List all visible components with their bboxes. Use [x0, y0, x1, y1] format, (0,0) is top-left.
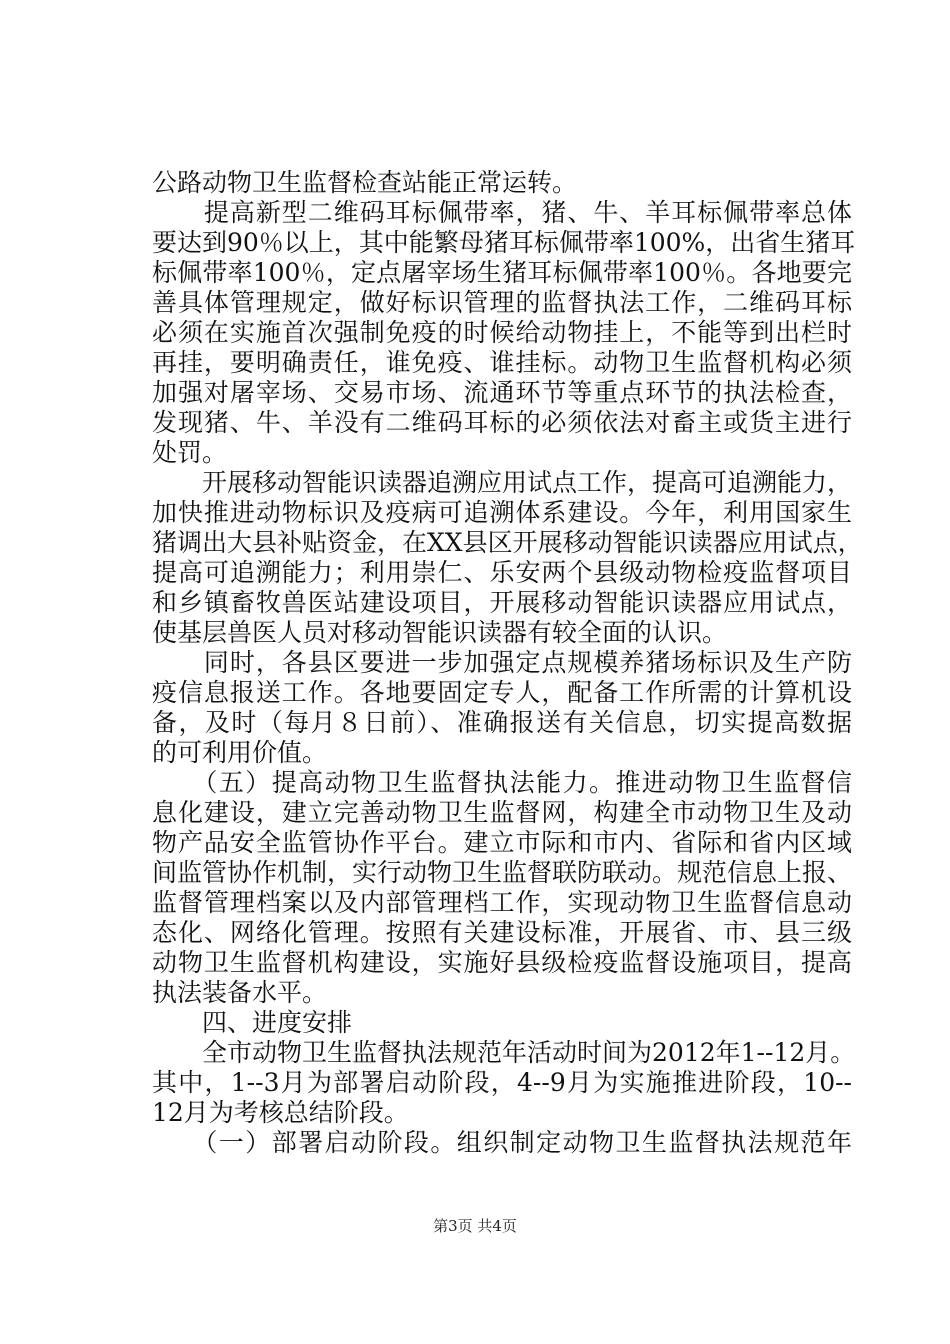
text-line: 加强对屠宰场、交易市场、流通环节等重点环节的执法检查，	[152, 378, 852, 407]
text-line: 物产品安全监管协作平台。建立市际和市内、省际和省内区域	[152, 828, 852, 857]
section-heading: 四、进度安排	[152, 1008, 353, 1037]
document-body	[152, 168, 863, 1158]
text-line: 标佩带率100％，定点屠宰场生猪耳标佩带率100％。各地要完	[152, 258, 852, 287]
text-line: 发现猪、牛、羊没有二维码耳标的必须依法对畜主或货主进行	[152, 408, 852, 437]
text-line: 12月为考核总结阶段。	[152, 1098, 409, 1127]
text-line: 同时，各县区要进一步加强定点规模养猪场标识及生产防	[152, 648, 852, 677]
text-line: 间监管协作机制，实行动物卫生监督联防联动。规范信息上报、	[152, 858, 853, 887]
text-line: 要达到90％以上，其中能繁母猪耳标佩带率100%，出省生猪耳	[152, 228, 856, 257]
text-line: 公路动物卫生监督检查站能正常运转。	[152, 168, 578, 197]
text-line: 的可利用价值。	[152, 738, 328, 767]
text-line: 动物卫生监督机构建设，实施好县级检疫监督设施项目，提高	[152, 948, 852, 977]
text-line: 开展移动智能识读器追溯应用试点工作，提高可追溯能力，	[152, 468, 853, 497]
text-line: 善具体管理规定，做好标识管理的监督执法工作，二维码耳标	[152, 288, 852, 317]
text-line: 监督管理档案以及内部管理档工作，实现动物卫生监督信息动	[152, 888, 852, 917]
text-line: 和乡镇畜牧兽医站建设项目，开展移动智能识读器应用试点，	[152, 588, 852, 617]
text-line: 猪调出大县补贴资金，在XX县区开展移动智能识读器应用试点，	[152, 528, 863, 557]
text-line: 使基层兽医人员对移动智能识读器有较全面的认识。	[152, 618, 728, 647]
text-line: 全市动物卫生监督执法规范年活动时间为2012年1--12月。	[152, 1038, 856, 1067]
text-line: 提高新型二维码耳标佩带率，猪、牛、羊耳标佩带率总体	[152, 198, 852, 227]
text-line: 疫信息报送工作。各地要固定专人，配备工作所需的计算机设	[152, 678, 852, 707]
text-line: （五）提高动物卫生监督执法能力。推进动物卫生监督信	[152, 768, 852, 797]
text-line: 息化建设，建立完善动物卫生监督网，构建全市动物卫生及动	[152, 798, 852, 827]
text-line: 加快推进动物标识及疫病可追溯体系建设。今年，利用国家生	[152, 498, 852, 527]
text-line: 再挂，要明确责任，谁免疫、谁挂标。动物卫生监督机构必须	[152, 348, 852, 377]
text-line: （一）部署启动阶段。组织制定动物卫生监督执法规范年	[152, 1128, 852, 1157]
text-line: 提高可追溯能力；利用崇仁、乐安两个县级动物检疫监督项目	[152, 558, 852, 587]
text-line: 必须在实施首次强制免疫的时候给动物挂上，不能等到出栏时	[152, 318, 852, 347]
text-line: 备，及时（每月８日前）、准确报送有关信息，切实提高数据	[152, 708, 852, 737]
text-line: 处罚。	[152, 438, 228, 467]
text-line: 其中，1--3月为部署启动阶段，4--9月为实施推进阶段，10--	[152, 1068, 852, 1097]
text-line: 执法装备水平。	[152, 978, 328, 1007]
text-line: 态化、网络化管理。按照有关建设标准，开展省、市、县三级	[152, 918, 852, 947]
page-number-footer: 第3页 共4页	[433, 1217, 517, 1235]
